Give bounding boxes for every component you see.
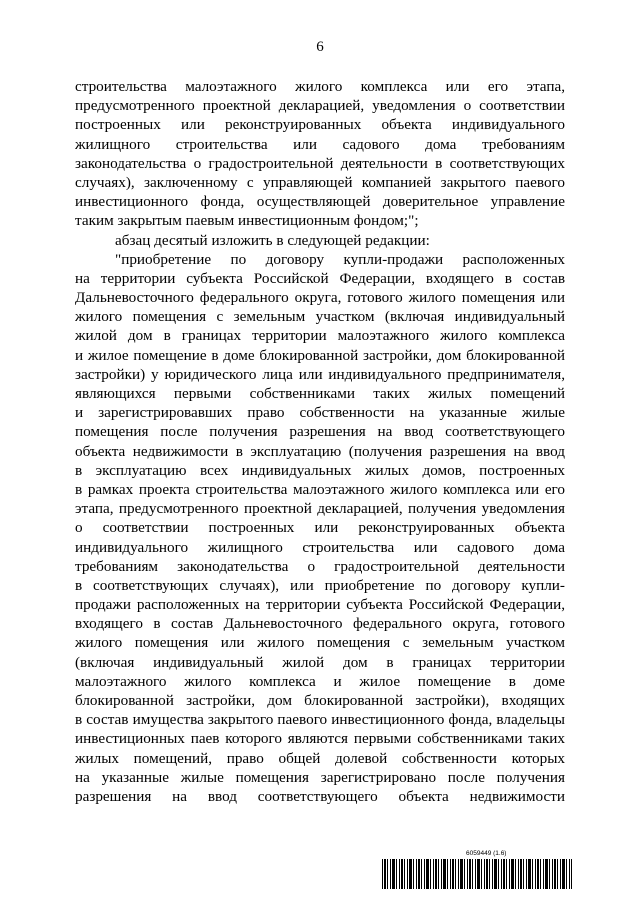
text-line: законодательства о градостроительной деятельности в соответствующих (75, 154, 565, 172)
text-line: требованиям законодательства о градостроительной деятельности (75, 557, 565, 575)
text-line: объекта недвижимости в эксплуатацию (получения разрешения на ввод (75, 442, 565, 460)
text-line: Дальневосточного федерального округа, готового жилого помещения или (75, 289, 565, 307)
text-line: разрешения на ввод соответствующего объекта недвижимости (75, 787, 565, 805)
barcode (382, 859, 572, 889)
text-line: в рамках проекта строительства малоэтажного жилого комплекса или его (75, 480, 565, 498)
text-line: малоэтажного жилого комплекса и жилое помещение в доме (75, 672, 565, 690)
text-line: жилых помещений, право общей долевой собственности которых (75, 749, 565, 767)
text-line: "приобретение по договору купли-продажи расположенных (115, 250, 565, 268)
text-line: жилой дом в границах территории малоэтажного жилого комплекса (75, 327, 565, 345)
document-body (75, 77, 565, 806)
text-line: жилого помещения с земельным участком (включая индивидуальный (75, 308, 565, 326)
text-line: таким закрытым паевым инвестиционным фондом;"; (75, 212, 419, 230)
text-line: продажи расположенных на территории субъекта Российской Федерации, (75, 596, 565, 614)
text-line: случаях), заключенному с управляющей компанией закрытого паевого (75, 173, 565, 191)
text-line: входящего в состав Дальневосточного федерального округа, готового (75, 615, 565, 633)
text-line: в эксплуатацию всех индивидуальных жилых домов, построенных (75, 461, 565, 479)
text-line: инвестиционного фонда, осуществляющей доверительное управление (75, 193, 565, 211)
text-line: строительства малоэтажного жилого комплекса или его этапа, (75, 78, 565, 95)
text-line: жилого помещения или жилого помещения с земельным участком (75, 634, 565, 652)
text-line: этапа, предусмотренного проектной декларацией, получения уведомления (75, 500, 565, 518)
text-line: инвестиционных паев которого являются первыми собственниками таких (75, 730, 565, 748)
text-line: построенных или реконструированных объекта индивидуального (75, 116, 565, 134)
text-line: (включая индивидуальный жилой дом в границах территории (75, 653, 565, 671)
text-line: на территории субъекта Российской Федерации, входящего в состав (75, 269, 565, 287)
text-line: жилищного строительства или садового дома требованиям (75, 135, 565, 153)
text-line: застройки) у юридического лица или индивидуального предпринимателя, (75, 365, 565, 383)
text-line: на указанные жилые помещения зарегистрировано после получения (75, 768, 565, 786)
text-line: и зарегистрировавших право собственности на указанные жилые (75, 404, 565, 422)
text-line: о соответствии построенных или реконструированных объекта (75, 519, 565, 537)
text-line: предусмотренного проектной декларацией, уведомления о соответствии (75, 97, 565, 115)
text-line: в соответствующих случаях), или приобретение по договору купли- (75, 576, 565, 594)
text-line: и жилое помещение в доме блокированной застройки, дом блокированной (75, 346, 565, 364)
page-number: 6 (316, 39, 324, 55)
text-line: являющихся первыми собственниками таких жилых помещений (75, 385, 565, 402)
text-line: индивидуального жилищного строительства или садового дома (75, 538, 565, 556)
text-line: в состав имущества закрытого паевого инвестиционного фонда, владельцы (75, 711, 565, 729)
text-line-instruction: абзац десятый изложить в следующей редакции: (115, 231, 430, 249)
text-line: блокированной застройки, дом блокированной застройки), входящих (75, 692, 565, 709)
barcode-label: 6059449 (1.6) (466, 850, 507, 857)
text-line: помещения после получения разрешения на ввод соответствующего (75, 423, 565, 441)
